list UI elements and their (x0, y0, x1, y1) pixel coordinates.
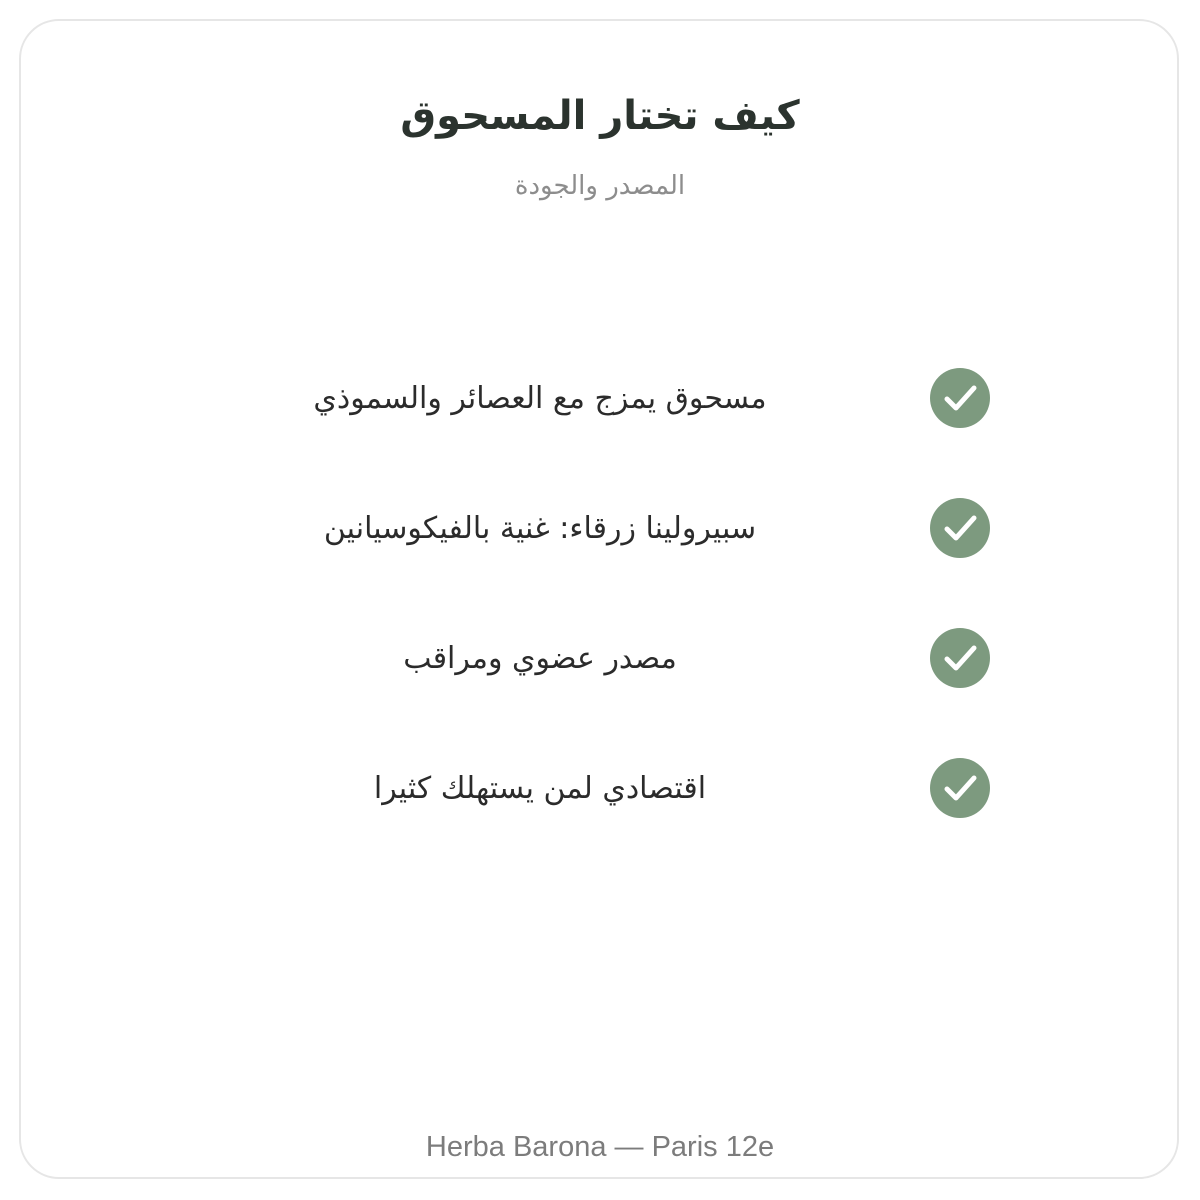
checkmark-icon (930, 628, 990, 688)
checklist-item (0, 368, 1200, 498)
page-title: كيف تختار المسحوق (400, 93, 800, 139)
checklist-item (0, 628, 1200, 758)
footer-brand: Herba Barona — Paris 12e (425, 1131, 775, 1163)
checkmark-icon (930, 758, 990, 818)
checklist-item (0, 758, 1200, 888)
checklist-item-label: مصدر عضوي ومراقب (403, 641, 677, 676)
checklist-item-label: سبيرولينا زرقاء: غنية بالفيكوسيانين (323, 511, 757, 546)
checklist-item-label: مسحوق يمزج مع العصائر والسموذي (313, 381, 767, 416)
page-subtitle: المصدر والجودة (514, 171, 686, 201)
checklist-item-label: اقتصادي لمن يستهلك كثيرا (373, 771, 707, 806)
checklist (0, 368, 1200, 888)
checkmark-icon (930, 498, 990, 558)
checkmark-icon (930, 368, 990, 428)
checklist-item (0, 498, 1200, 628)
